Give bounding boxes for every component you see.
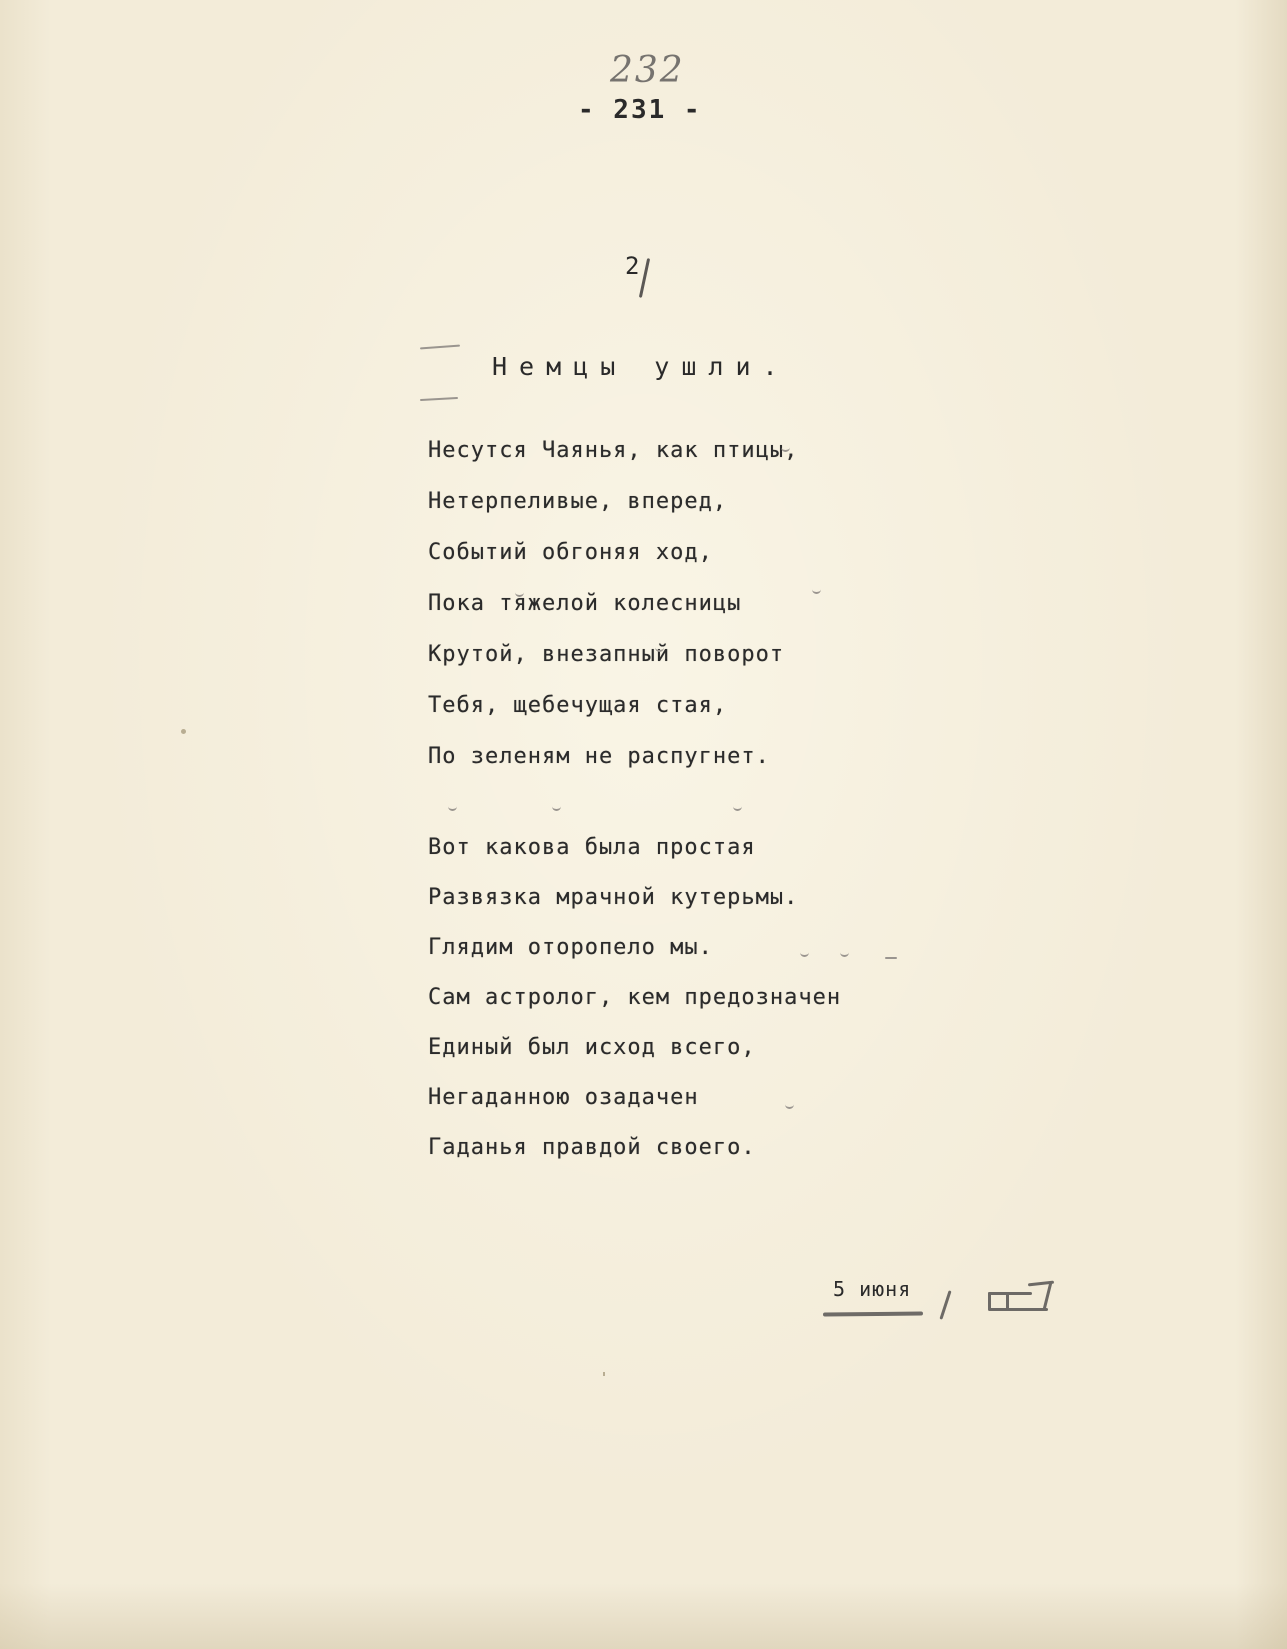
stanza-2: [428, 823, 841, 1173]
verse-line: Единый был исход всего,: [428, 1035, 756, 1060]
verse-line: Событий обгоняя ход,: [428, 540, 713, 565]
verse-line: Крутой, внезапный поворот: [428, 642, 785, 667]
date: 5 июня: [833, 1277, 912, 1301]
stress-mark: [448, 804, 457, 811]
verse-line: Вот какова была простая: [428, 835, 756, 860]
handwritten-initials: [988, 1278, 1058, 1312]
verse-line: Тебя, щебечущая стая,: [428, 693, 728, 718]
verse-line: Пока тяжелой колесницы: [428, 591, 742, 616]
margin-mark: [420, 345, 460, 350]
stress-mark: [840, 950, 849, 957]
margin-mark: [420, 397, 458, 401]
stress-mark: [552, 804, 561, 811]
stress-mark: [812, 587, 821, 594]
comma-mark: [939, 1290, 951, 1319]
typed-page-number: - 231 -: [578, 95, 702, 125]
verse-line: Развязка мрачной кутерьмы.: [428, 885, 799, 910]
section-number: 2: [625, 252, 641, 280]
verse-line: Несутся Чаянья, как птицы,: [428, 438, 799, 463]
date-underline: [823, 1311, 923, 1316]
verse-line: По зеленям не распугнет.: [428, 744, 770, 769]
paper-speck: [603, 1372, 605, 1376]
verse-line: Негаданною озадачен: [428, 1085, 699, 1110]
verse-line: Сам астролог, кем предозначен: [428, 985, 842, 1010]
paper-speck: [181, 729, 186, 734]
verse-line: Нетерпеливые, вперед,: [428, 489, 728, 514]
margin-mark: [885, 957, 897, 959]
handwritten-section-mark: [639, 258, 650, 298]
poem-title: Немцы ушли.: [492, 352, 790, 381]
verse-line: Глядим оторопело мы.: [428, 935, 713, 960]
verse-line: Гаданья правдой своего.: [428, 1135, 756, 1160]
stress-mark: [733, 804, 742, 811]
archive-page-number: 232: [610, 50, 685, 91]
stanza-1: [428, 425, 798, 782]
